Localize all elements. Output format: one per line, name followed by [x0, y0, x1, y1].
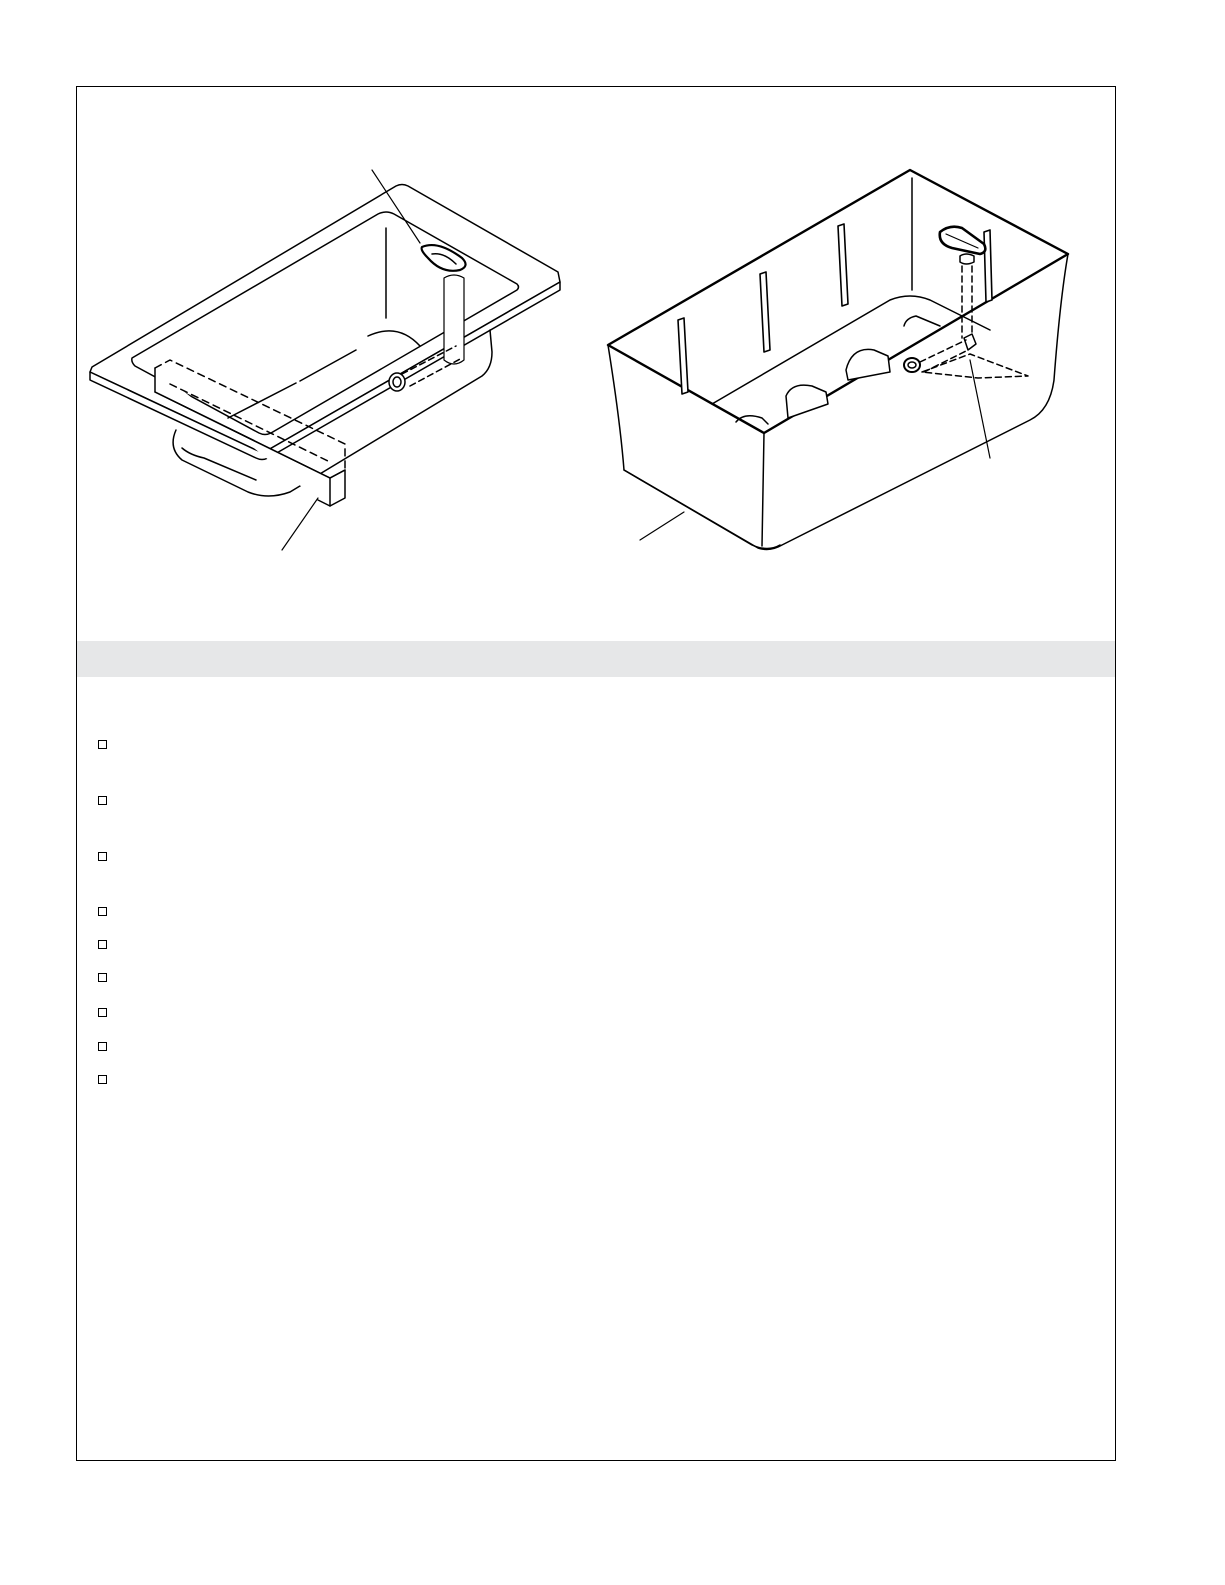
checklist-item[interactable] [98, 796, 121, 805]
checklist-item[interactable] [98, 1008, 121, 1017]
checklist-item[interactable] [98, 852, 121, 861]
checklist-item[interactable] [98, 1075, 121, 1084]
checklist-item[interactable] [98, 1042, 121, 1051]
checklist-item[interactable] [98, 740, 121, 749]
checkbox-icon[interactable] [98, 940, 107, 949]
checklist-item[interactable] [98, 940, 121, 949]
bathtub-illustrations [0, 0, 1225, 640]
checkbox-icon[interactable] [98, 1075, 107, 1084]
checkbox-icon[interactable] [98, 796, 107, 805]
drop-in-tub-drawing [90, 170, 560, 550]
checkbox-icon[interactable] [98, 852, 107, 861]
freestanding-tub-drawing [608, 170, 1068, 549]
checkbox-icon[interactable] [98, 907, 107, 916]
checklist-item[interactable] [98, 973, 121, 982]
checkbox-icon[interactable] [98, 1008, 107, 1017]
checkbox-icon[interactable] [98, 740, 107, 749]
section-header-bar [77, 641, 1115, 677]
checklist-item[interactable] [98, 907, 121, 916]
checkbox-icon[interactable] [98, 973, 107, 982]
checkbox-icon[interactable] [98, 1042, 107, 1051]
